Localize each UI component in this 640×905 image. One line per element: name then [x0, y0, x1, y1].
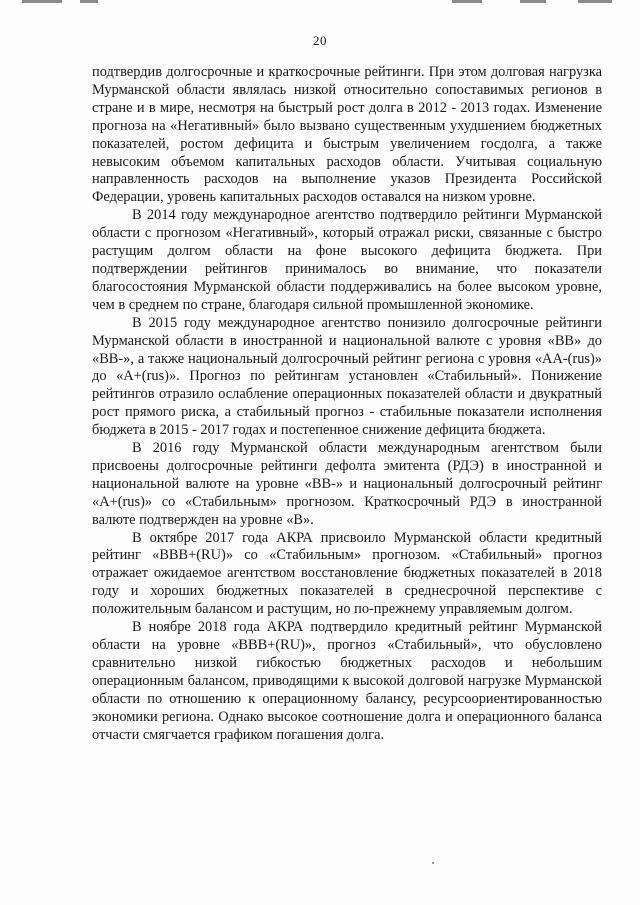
document-body: [92, 64, 602, 744]
paragraph-2015: В 2015 году международное агентство понизило долгосрочные рейтинги Мурманской области в иностранной и национальной валюте с уровня «BB» до «BB-», а также национальный долгосрочный рейтинг региона с уровня «AA-(rus)» до «A+(rus)». Прогноз по рейтингам установлен «Стабильный». Понижение рейтингов отразило ослабление операционных показателей области и двукратный рост прямого риска, а стабильный прогноз - стабильные показатели исполнения бюджета в 2015 - 2017 годах и постепенное снижение дефицита бюджета.: [92, 314, 602, 439]
paragraph-november-2018: В ноябре 2018 года АКРА подтвердило кредитный рейтинг Мурманской области на уровне «BBB+(RU)», прогноз «Стабильный», что обусловлено сравнительно низкой гибкостью бюджетных расходов и небольшим операционным балансом, приводящими к высокой долговой нагрузке Мурманской области по отношению к операционному балансу, ресурсоориентированностью экономики региона. Однако высокое соотношение долга и операционного баланса отчасти смягчается графиком погашения долга.: [92, 619, 602, 743]
scan-speck: [432, 862, 434, 864]
page-number: 20: [313, 33, 327, 48]
paragraph-2014: В 2014 году международное агентство подтвердило рейтинги Мурманской области с прогнозом «Негативный», который отражал риски, связанные с быстро растущим долгом области на фоне высокого дефицита бюджета. При подтверждении рейтингов принималось во внимание, что показатели благосостояния Мурманской области поддерживались на более высоком уровне, чем в среднем по стране, благодаря сильной промышленной экономике.: [92, 207, 602, 313]
paragraph-2016: В 2016 году Мурманской области международным агентством были присвоены долгосрочные рейтинги дефолта эмитента (РДЭ) в иностранной и национальной валюте на уровне «BB-» и национальный долгосрочный рейтинг «A+(rus)» со «Стабильным» прогнозом. Краткосрочный РДЭ в иностранной валюте подтвержден на уровне «B».: [92, 440, 602, 528]
paragraph-continuation: подтвердив долгосрочные и краткосрочные рейтинги. При этом долговая нагрузка Мурманской области являлась низкой относительно сопоставимых регионов в стране и в мире, несмотря на быстрый рост долга в 2012 - 2013 годах. Изменение прогноза на «Негативный» было вызвано существенным ухудшением бюджетных показателей, ростом дефицита и быстрым увеличением госдолга, а также невысоким объемом капитальных расходов области. Учитывая социальную направленность расходов на выполнение указов Президента Российской Федерации, уровень капитальных расходов оставался на низком уровне.: [92, 64, 602, 206]
scan-edge-marks: [0, 0, 640, 6]
paragraph-october-2017: В октябре 2017 года АКРА присвоило Мурманской области кредитный рейтинг «BBB+(RU)» со «Стабильным» прогнозом. «Стабильный» прогноз отражает ожидаемое агентством восстановление бюджетных показателей в 2018 году и хороших бюджетных показателей в среднесрочной перспективе с положительным балансом и растущим, но по-прежнему управляемым долгом.: [92, 529, 602, 618]
